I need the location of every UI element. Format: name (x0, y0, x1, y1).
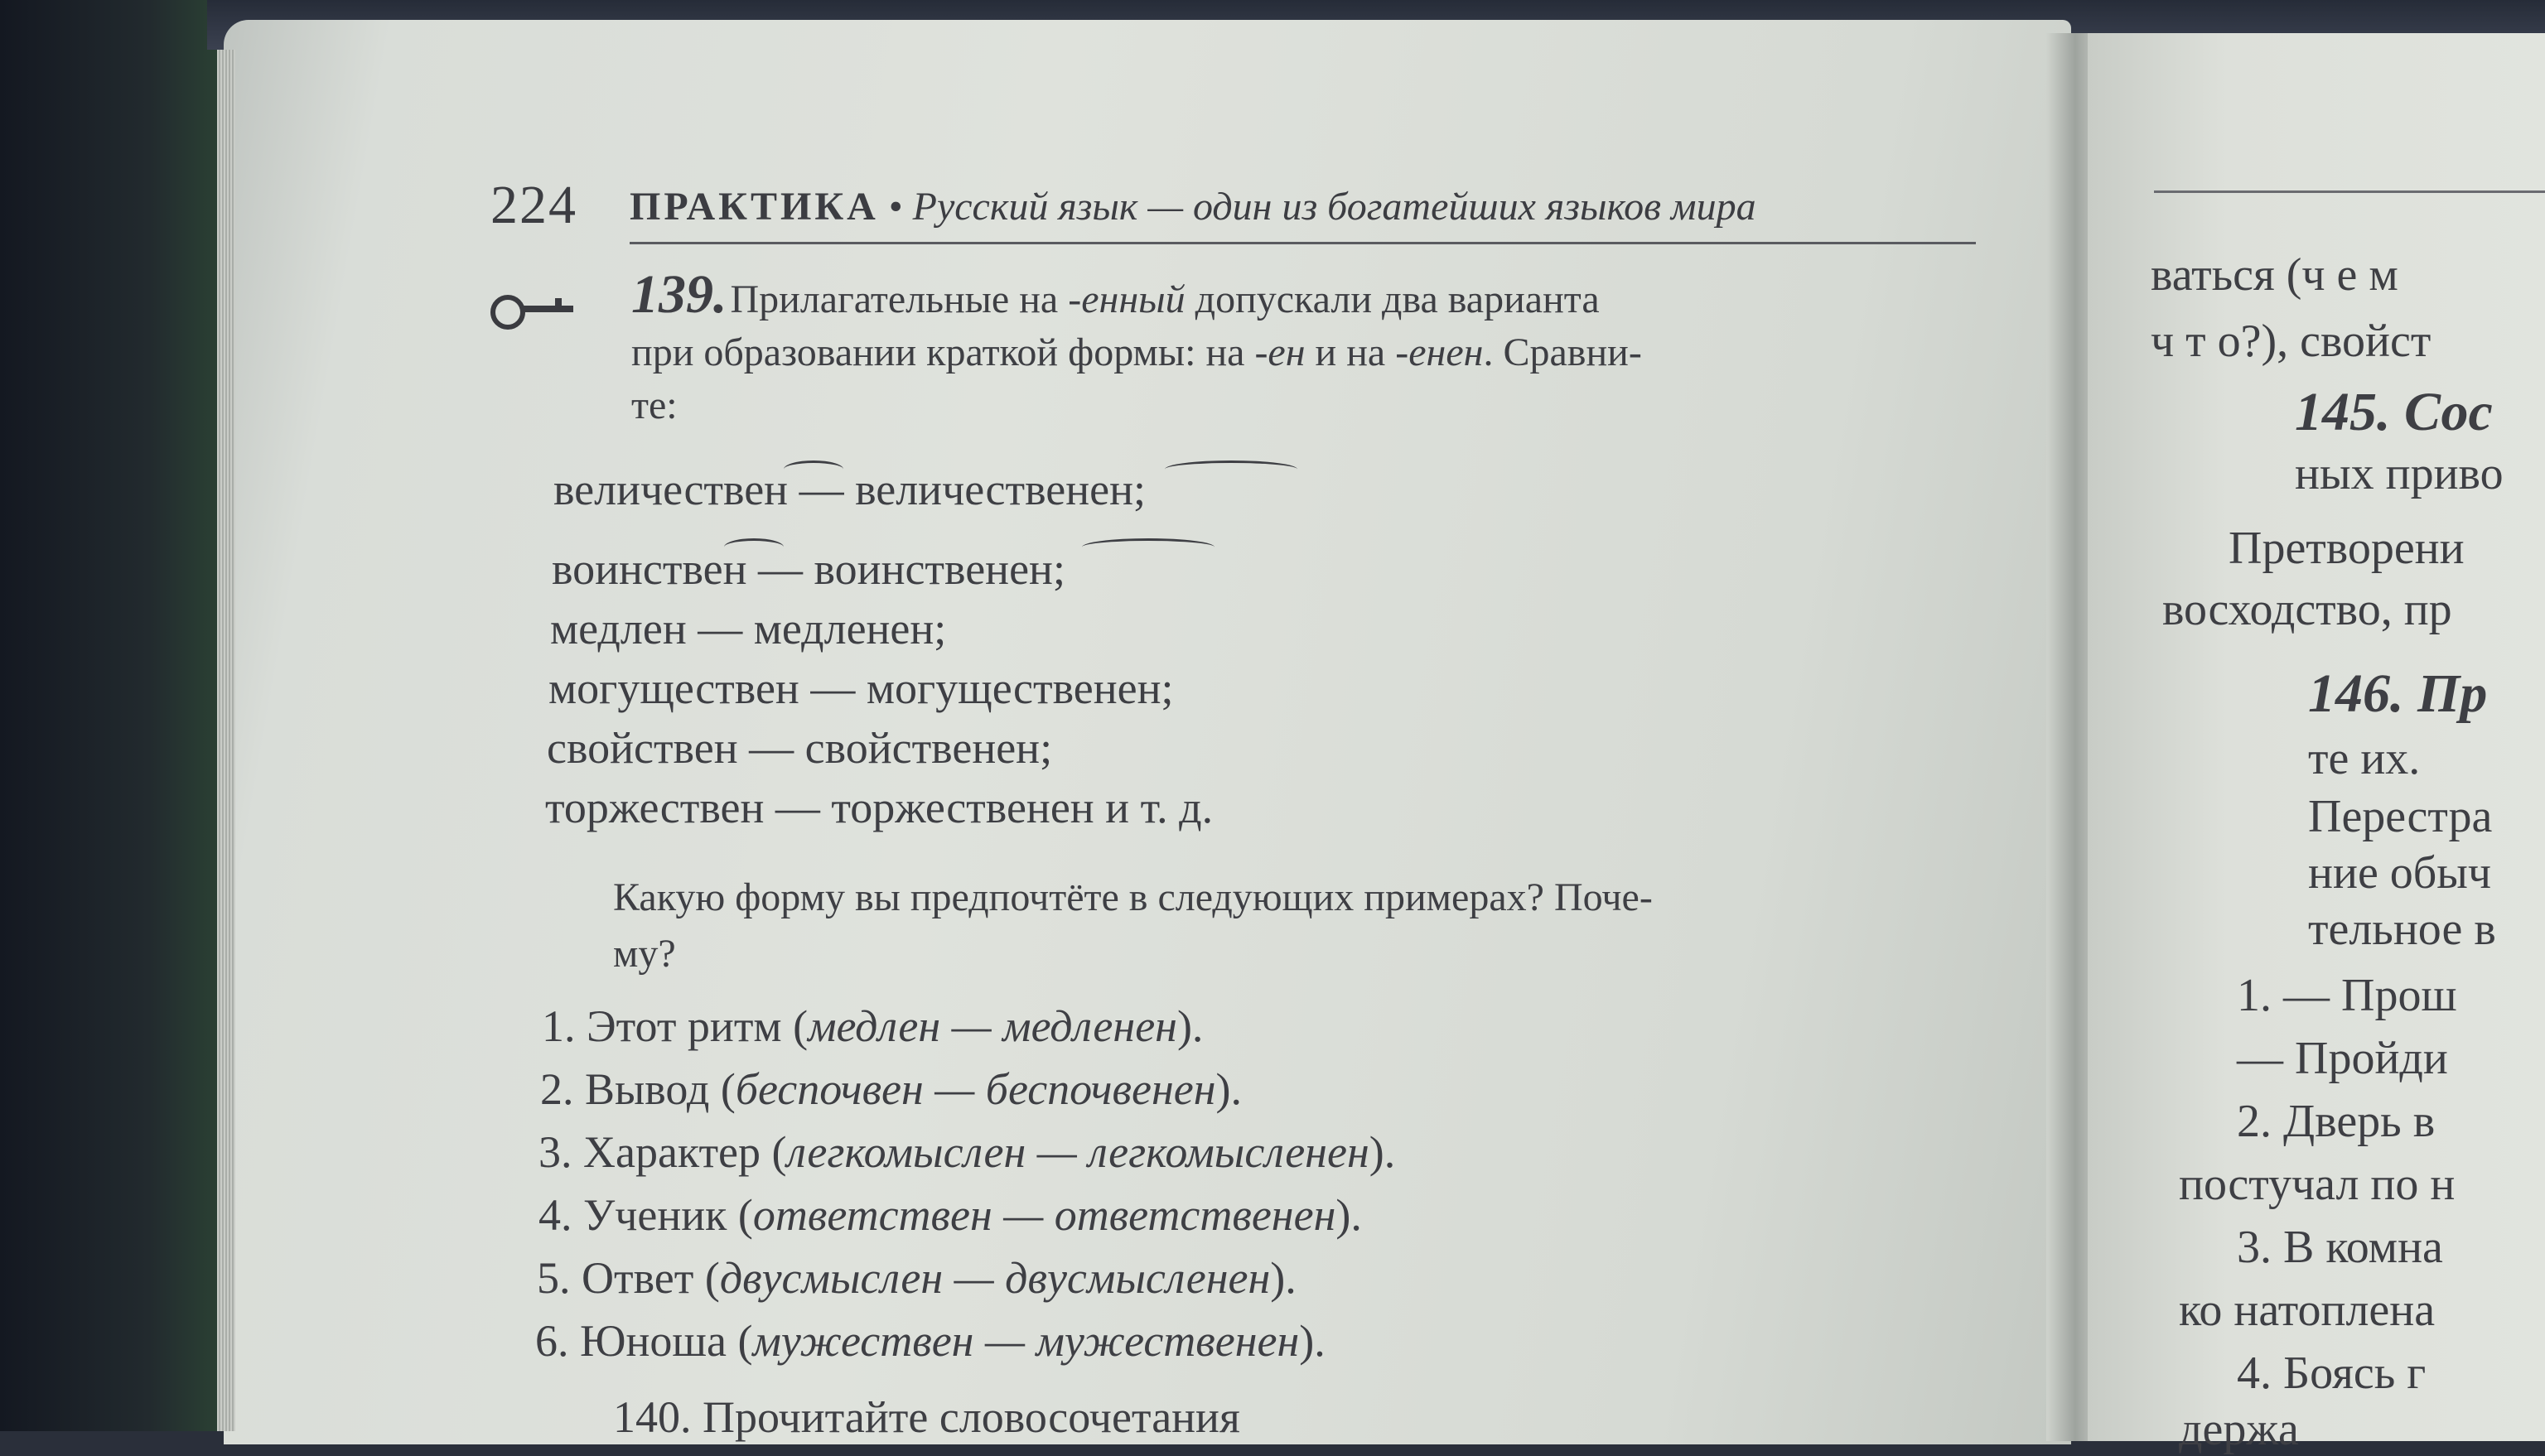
right-page-line: 1. — Прош (2237, 970, 2457, 1021)
right-page-line: 2. Дверь в (2237, 1096, 2436, 1147)
right-page-line: — Пройди (2237, 1033, 2448, 1084)
next-exercise-partial: 140. Прочитайте словосочетания (613, 1392, 1240, 1442)
suffix-arc (1082, 538, 1215, 556)
right-page-line: ко натоплена (2179, 1285, 2436, 1336)
right-page-line: тельное в (2308, 904, 2496, 955)
right-page-line: 3. В комна (2237, 1222, 2443, 1273)
right-page-line: ч т о?), свойст (2151, 316, 2432, 367)
right-header-rule (2154, 190, 2545, 193)
suffix-arc (1165, 460, 1297, 478)
list-item: 3. Характер (легкомыслен — легкомысленен). (538, 1127, 1396, 1177)
right-page-line: ние обыч (2308, 847, 2492, 899)
exercise-intro-line1: 139. Прилагательные на -енный допускали два варианта (631, 264, 1600, 325)
pair-item: медлен — медленен; (550, 604, 947, 653)
right-page-line: те их. (2308, 733, 2421, 784)
exercise-intro-line3: те: (631, 383, 678, 427)
right-page-line: 4. Боясь г (2237, 1348, 2427, 1399)
separator-dot: • (888, 185, 903, 229)
right-page-line: держа (2179, 1404, 2299, 1455)
right-page-line: ных приво (2295, 448, 2504, 499)
suffix-arc (784, 460, 843, 478)
list-item: 6. Юноша (мужествен — мужественен). (535, 1316, 1326, 1366)
pair-item: величествен — величественен; (553, 465, 1147, 514)
suffix-arc (724, 538, 784, 556)
right-page-line: Претворени (2229, 523, 2465, 574)
exercise-intro-line2: при образовании краткой формы: на -ен и на -енен. Сравни- (631, 330, 1642, 374)
question-line2: му? (613, 932, 676, 976)
list-item: 1. Этот ритм (медлен — медленен). (542, 1001, 1204, 1051)
pair-item: торжествен — торжественен и т. д. (545, 783, 1214, 832)
section-title: ПРАКТИКА (630, 185, 879, 229)
right-page-line: Перестра (2308, 791, 2493, 842)
key-icon (490, 290, 582, 330)
page-number: 224 (490, 175, 577, 235)
exercise-number: 139. (631, 264, 727, 325)
list-item: 5. Ответ (двусмыслен — двусмысленен). (537, 1253, 1297, 1303)
list-item: 4. Ученик (ответствен — ответственен). (538, 1190, 1362, 1240)
running-head (630, 184, 1756, 229)
right-page-line: ваться (ч е м (2151, 249, 2398, 301)
header-rule (630, 242, 1976, 244)
right-page-line: 146. Пр (2308, 663, 2488, 724)
pair-item: свойствен — свойственен; (547, 723, 1053, 773)
list-item: 2. Вывод (беспочвен — беспочвенен). (540, 1064, 1242, 1114)
pair-item: могуществен — могущественен; (548, 663, 1174, 713)
right-page-line: восходство, пр (2162, 584, 2452, 635)
right-page-line: 145. Сос (2295, 382, 2493, 442)
question-line1: Какую форму вы предпочтёте в следующих примерах? Поче- (613, 875, 1653, 919)
pair-item: воинствен — воинственен; (552, 544, 1065, 594)
right-page-line: постучал по н (2179, 1159, 2456, 1210)
chapter-title: Русский язык — один из богатейших языков мира (912, 185, 1756, 229)
